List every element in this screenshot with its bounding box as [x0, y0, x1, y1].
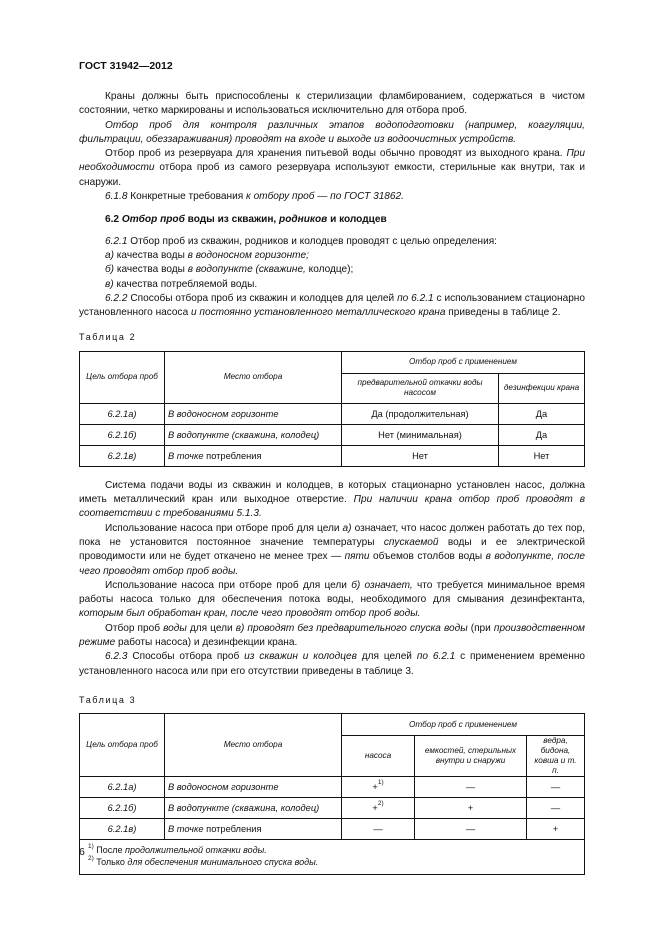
- table-caption: Таблица 3: [79, 694, 137, 705]
- table-row: 6.2.1а) В водоносном горизонте +$^{1)}$ — —: [80, 777, 585, 798]
- table-header-cell: Цель отбора проб: [80, 714, 165, 777]
- table-header-cell: ведра, бидона, ковша и т. п.: [527, 736, 585, 777]
- document-body: [79, 90, 585, 875]
- page-header: ГОСТ 31942—2012: [79, 60, 173, 72]
- footnote: $^{1)}$ После продолжительной откачки воды.: [88, 843, 267, 856]
- paragraph: 6.2.1 Отбор проб из скважин, родников и колодцев проводят с целью определения:: [105, 235, 497, 247]
- table-header-cell: предварительной откачки воды насосом: [342, 373, 499, 403]
- table-header-cell: насоса: [342, 736, 415, 777]
- table-header-cell: дезинфекции крана: [499, 373, 585, 403]
- paragraph: Отбор проб для контроля различных этапов водоподготовки (например, коагуляции, фильтрации, обеззараживания) проводят на входе и выходе из водоочистных устройств.: [79, 119, 585, 145]
- table-header-cell: Место отбора: [165, 714, 342, 777]
- table-footnotes: [80, 840, 585, 875]
- table-row: 6.2.1а) В водоносном горизонте Да (продолжительная) Да: [80, 403, 585, 424]
- table-header-cell: Отбор проб с применением: [342, 351, 585, 373]
- section-heading: 6.2 Отбор проб воды из скважин, родников и колодцев: [105, 214, 387, 226]
- table-header-cell: емкостей, стерильных внутри и снаружи: [415, 736, 527, 777]
- table-3: [79, 713, 585, 875]
- page-number: 6: [79, 846, 85, 858]
- table-row: 6.2.1б) В водопункте (скважина, колодец) +$^{2)}$ + —: [80, 798, 585, 819]
- list-item: а) качества воды в водоносном горизонте;: [105, 249, 309, 261]
- paragraph: 6.2.2 Способы отбора проб из скважин и колодцев для целей по 6.2.1 с использованием стационарно установленного насоса и постоянно установленного металлического крана приведены в таблице 2.: [79, 292, 585, 319]
- footnote: $^{2)}$ Только для обеспечения минимального спуска воды.: [88, 855, 319, 868]
- paragraph: 6.2.3 Способы отбора проб из скважин и колодцев для целей по 6.2.1 с применением временно установленного насоса или при его отсутствии приведены в таблице 3.: [79, 651, 586, 677]
- table-caption: Таблица 2: [79, 332, 137, 343]
- paragraph: Использование насоса при отборе проб для цели а) означает, что насос должен работать до тех пор, пока не установится постоянное значение температуры спускаемой воды и ее электрической проводимости или не будет откачено не менее трех — пяти объемов столбов воды в водопункте, после чего проводят отбор проб воды.: [79, 522, 586, 577]
- paragraph: Отбор проб из резервуара для хранения питьевой воды обычно проводят из выходного крана. При необходимости отбора проб из самого резервуара используют емкости, стерильные как внутри, так и снаружи.: [79, 148, 585, 188]
- table-row: 6.2.1в) В точке потребления — — +: [80, 819, 585, 840]
- table-header-cell: Отбор проб с применением: [342, 714, 585, 736]
- table-header-cell: Цель отбора проб: [80, 351, 165, 403]
- paragraph: Краны должны быть приспособлены к стерилизации фламбированием, содержаться в чистом состоянии, четко маркированы и использоваться исключительно для отбора проб.: [79, 91, 585, 117]
- table-row: 6.2.1б) В водопункте (скважина, колодец) Нет (минимальная) Да: [80, 424, 585, 445]
- paragraph: Система подачи воды из скважин и колодцев, в которых стационарно установлен насос, должна иметь металлический кран или выходное отверстие. При наличии крана отбор проб проводят в соответствии с требованиями 5.1.3.: [79, 479, 585, 520]
- paragraph: Отбор проб воды для цели в) проводят без предварительного спуска воды (при производственном режиме работы насоса) и дезинфекции крана.: [79, 622, 585, 649]
- list-item: б) качества воды в водопункте (скважине, колодце);: [105, 264, 354, 276]
- table-row: 6.2.1в) В точке потребления Нет Нет: [80, 445, 585, 466]
- paragraph: Использование насоса при отборе проб для цели б) означает, что требуется минимальное время работы насоса только для обеспечения потока воды, необходимого для смывания дезинфектанта, которым был обработан кран, после чего проводят отбор проб воды.: [79, 579, 585, 620]
- list-item: в) качества потребляемой воды.: [105, 278, 258, 290]
- paragraph: 6.1.8 Конкретные требования к отбору проб — по ГОСТ 31862.: [105, 191, 404, 203]
- table-2: [79, 351, 585, 467]
- table-header-cell: Место отбора: [165, 351, 342, 403]
